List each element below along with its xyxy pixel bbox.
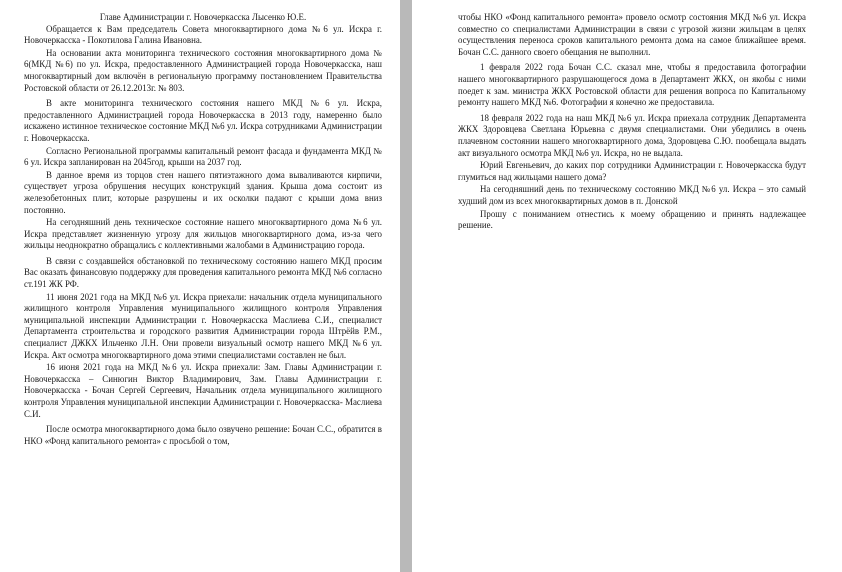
left-page <box>0 0 400 572</box>
paragraph: 16 июня 2021 года на МКД №6 ул. Искра приехали: Зам. Главы Администрации г. Новочеркасска – Синюгин Виктор Владимирович, Зам. Главы Администрации г. Новочеркасска - Бочан Сергей Сергеевич, Начальник отдела муниципального жилищного контроля Управления муниципальной инспекции Администрации г. Новочеркасска- Маслиева С.И. <box>24 362 382 419</box>
paragraph: Прошу с пониманием отнестись к моему обращению и принять надлежащее решение. <box>458 208 806 231</box>
page-gutter <box>400 0 412 572</box>
paragraph: Юрий Евгеньевич, до каких пор сотрудники Администрации г. Новочеркасска будут глумиться над жильцами нашего дома? <box>458 160 806 182</box>
paragraph: После осмотра многоквартирного дома было озвучено решение: Бочан С.С., обратится в НКО «Фонд капитального ремонта» с просьбой о том, <box>24 424 382 446</box>
paragraph: В акте мониторинга технического состояния нашего МКД №6 ул. Искра, предоставленного Администрацией города Новочеркасска в 2013 году, намеренно было искажено истинное техническое состояние МКД №6 ул. Искра сотрудниками Администрации г. Новочеркасска. <box>24 98 382 143</box>
paragraph: В связи с создавшейся обстановкой по техническому состоянию нашего МКД просим Вас оказать финансовую поддержку для проведения капитального ремонта МКД №6 согласно ст.191 ЖК РФ. <box>24 255 382 290</box>
paragraph: На сегодняшний день техническое состояние нашего многоквартирного дома №6 ул. Искра представляет жизненную угрозу для жильцов многоквартирного дома, из-за чего жильцы неоднократно обращались с коллективными жалобами в Администрацию города. <box>24 217 382 251</box>
paragraph: 1 февраля 2022 года Бочан С.С. сказал мне, чтобы я предоставила фотографии нашего многоквартирного разрушающегося дома в Департамент ЖКХ, он якобы с ними поедет к зам. министра ЖКХ Ростовской области для решения вопроса по Капитальному ремонту нашего МКД №6. Фотографии я конечно же предоставила. <box>458 62 806 108</box>
paragraph: Обращается к Вам председатель Совета многоквартирного дома №6 ул. Искра г. Новочеркасска - Покотилова Галина Ивановна. <box>24 23 382 46</box>
paragraph: На основании акта мониторинга технического состояния многоквартирного дома № 6(МКД №6) по ул. Искра, предоставленного Администрацией города Новочеркасска, наш многоквартирный дом включён в региональную программу постановлением Правительства Ростовской области от 26.12.2013г. № 803. <box>24 47 382 93</box>
paragraph: На сегодняшний день по техническому состоянию МКД №6 ул. Искра – это самый худший дом из всех многоквартирных домов в п. Донской <box>458 184 806 206</box>
paragraph: Согласно Региональной программы капитальный ремонт фасада и фундамента МКД № 6 ул. Искра запланирован на 2045год, крыши на 2037 год. <box>24 145 382 168</box>
paragraph: чтобы НКО «Фонд капитального ремонта» провело осмотр состояния МКД №6 ул. Искра совместно со специалистами Администрации в связи с угрозой жизни жильцам в целях осуществления переноса сроков капитального ремонта дома на самое ближайшее время. Бочан С.С. данного своего обещания не выполнил. <box>458 12 806 57</box>
right-page <box>412 0 842 572</box>
paragraph: В данное время из торцов стен нашего пятиэтажного дома вываливаются кирпичи, существует угроза обрушения несущих конструкций здания. Крыша дома состоит из железобетонных плит, которые разрушены и их осколки падают с крыши дома вниз постоянно. <box>24 169 382 215</box>
document-heading: Главе Администрации г. Новочеркасска Лысенко Ю.Е. <box>99 12 307 22</box>
paragraph: 11 июня 2021 года на МКД №6 ул. Искра приехали: начальник отдела муниципального жилищного контроля Управления муниципального жилищного контроля Управления муниципальной инспекции Администрации г. Новочеркасска Маслиева С.И., специалист Департамента строительства и городского развития Администрации города Штрёйв Р.М., специалист ДЖКХ Ильченко Л.Н. Они провели визуальный осмотр нашего МКД №6 ул. Искра. Акт осмотра многоквартирного дома этими специалистами составлен не был. <box>24 291 382 360</box>
paragraph: 18 февраля 2022 года на наш МКД №6 ул. Искра приехала сотрудник Департамента ЖКХ Здоровцева Светлана Юрьевна с двумя специалистами. Они убедились в очень плачевном состоянии нашего многоквартирного дома, Здоровцева С.Ю. пообещала выдать акт визуального осмотра МКД №6 ул. Искра, но не выдала. <box>458 112 806 158</box>
